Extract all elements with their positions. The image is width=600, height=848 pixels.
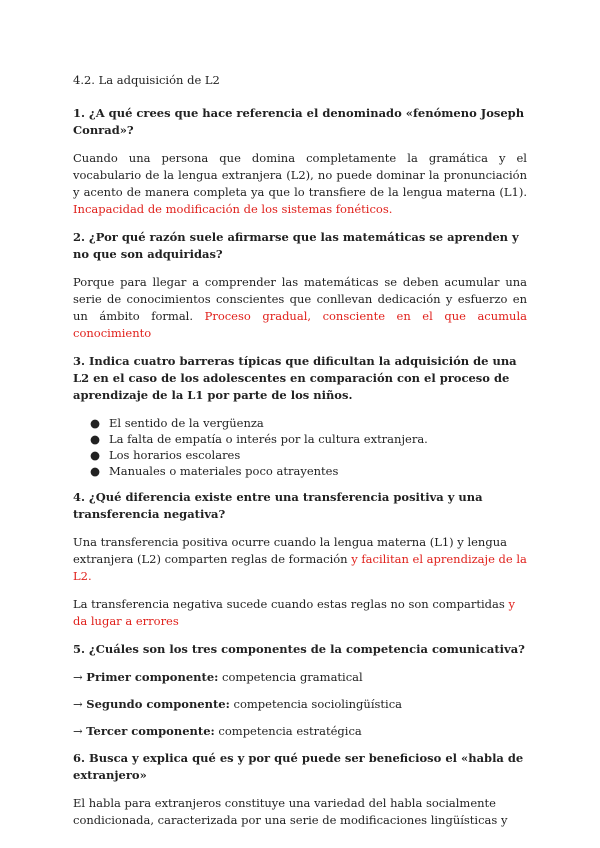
question-4: 4. ¿Qué diferencia existe entre una transferencia positiva y una transferencia negativa?	[73, 490, 483, 521]
question-6: 6. Busca y explica qué es y por qué puede ser beneficioso el «habla de extranjero»	[73, 751, 524, 782]
component-label: Segundo componente:	[86, 697, 230, 711]
answer-1-text: Cuando una persona que domina completamente la gramática y el vocabulario de la lengua extranjera (L2), no puede dominar la pronunciación y acento de manera completa ya que lo transfiere de la lengua materna (L1).	[73, 151, 527, 199]
answer-2-text: Porque para llegar a comprender las matemáticas se deben acumular una serie de conocimientos conscientes que conllevan dedicación y esfuerzo en un ámbito formal.	[73, 275, 527, 323]
bullet-icon: ●	[90, 432, 101, 446]
answer-2-correction: Proceso gradual, consciente en el que acumula conocimiento	[73, 309, 527, 340]
component-label: Tercer componente:	[86, 724, 215, 738]
bullet-icon: ●	[90, 448, 101, 462]
answer-1	[73, 150, 527, 218]
bullet-icon: ●	[90, 464, 101, 478]
component-value: competencia gramatical	[218, 670, 363, 684]
component-label: Primer componente:	[86, 670, 219, 684]
list-item: ● La falta de empatía o interés por la cultura extranjera.	[90, 432, 428, 446]
arrow-icon: →	[73, 697, 83, 711]
answer-4-negative-correction: y da lugar a errores	[73, 597, 515, 628]
answer-4-negative: La transferencia negativa sucede cuando estas reglas no son compartidas y da lugar a errores	[73, 597, 515, 628]
list-item: ● Los horarios escolares	[90, 448, 241, 462]
bullet-icon: ●	[90, 416, 101, 430]
component-item	[73, 723, 527, 740]
component-item	[73, 696, 527, 713]
arrow-icon: →	[73, 670, 83, 684]
component-value: competencia estratégica	[214, 724, 362, 738]
component-item	[73, 669, 527, 686]
question-5: 5. ¿Cuáles son los tres componentes de la competencia comunicativa?	[73, 642, 525, 656]
barriers-list	[73, 415, 527, 479]
section-title: 4.2. La adquisición de L2	[73, 73, 220, 87]
answer-6: El habla para extranjeros constituye una variedad del habla socialmente condicionada, caracterizada por una serie de modificaciones lingüísticas y	[73, 796, 508, 827]
question-2: 2. ¿Por qué razón suele afirmarse que las matemáticas se aprenden y no que son adquiridas?	[73, 230, 519, 261]
answer-4-positive: Una transferencia positiva ocurre cuando la lengua materna (L1) y lengua extranjera (L2) comparten reglas de formación y facilitan el aprendizaje de la L2.	[73, 535, 527, 583]
question-3: 3. Indica cuatro barreras típicas que dificultan la adquisición de una L2 en el caso de los adolescentes en comparación con el proceso de aprendizaje de la L1 por parte de los niños.	[73, 354, 517, 402]
component-value: competencia sociolingüística	[229, 697, 403, 711]
question-1: 1. ¿A qué crees que hace referencia el denominado «fenómeno Joseph Conrad»?	[73, 106, 525, 137]
answer-1-correction: Incapacidad de modificación de los sistemas fonéticos.	[73, 202, 393, 216]
answer-4-positive-correction: y facilitan el aprendizaje de la L2.	[73, 552, 527, 583]
arrow-icon: →	[73, 724, 83, 738]
list-item: ● Manuales o materiales poco atrayentes	[90, 464, 339, 478]
list-item: ● El sentido de la vergüenza	[90, 416, 264, 430]
answer-2	[73, 274, 527, 342]
